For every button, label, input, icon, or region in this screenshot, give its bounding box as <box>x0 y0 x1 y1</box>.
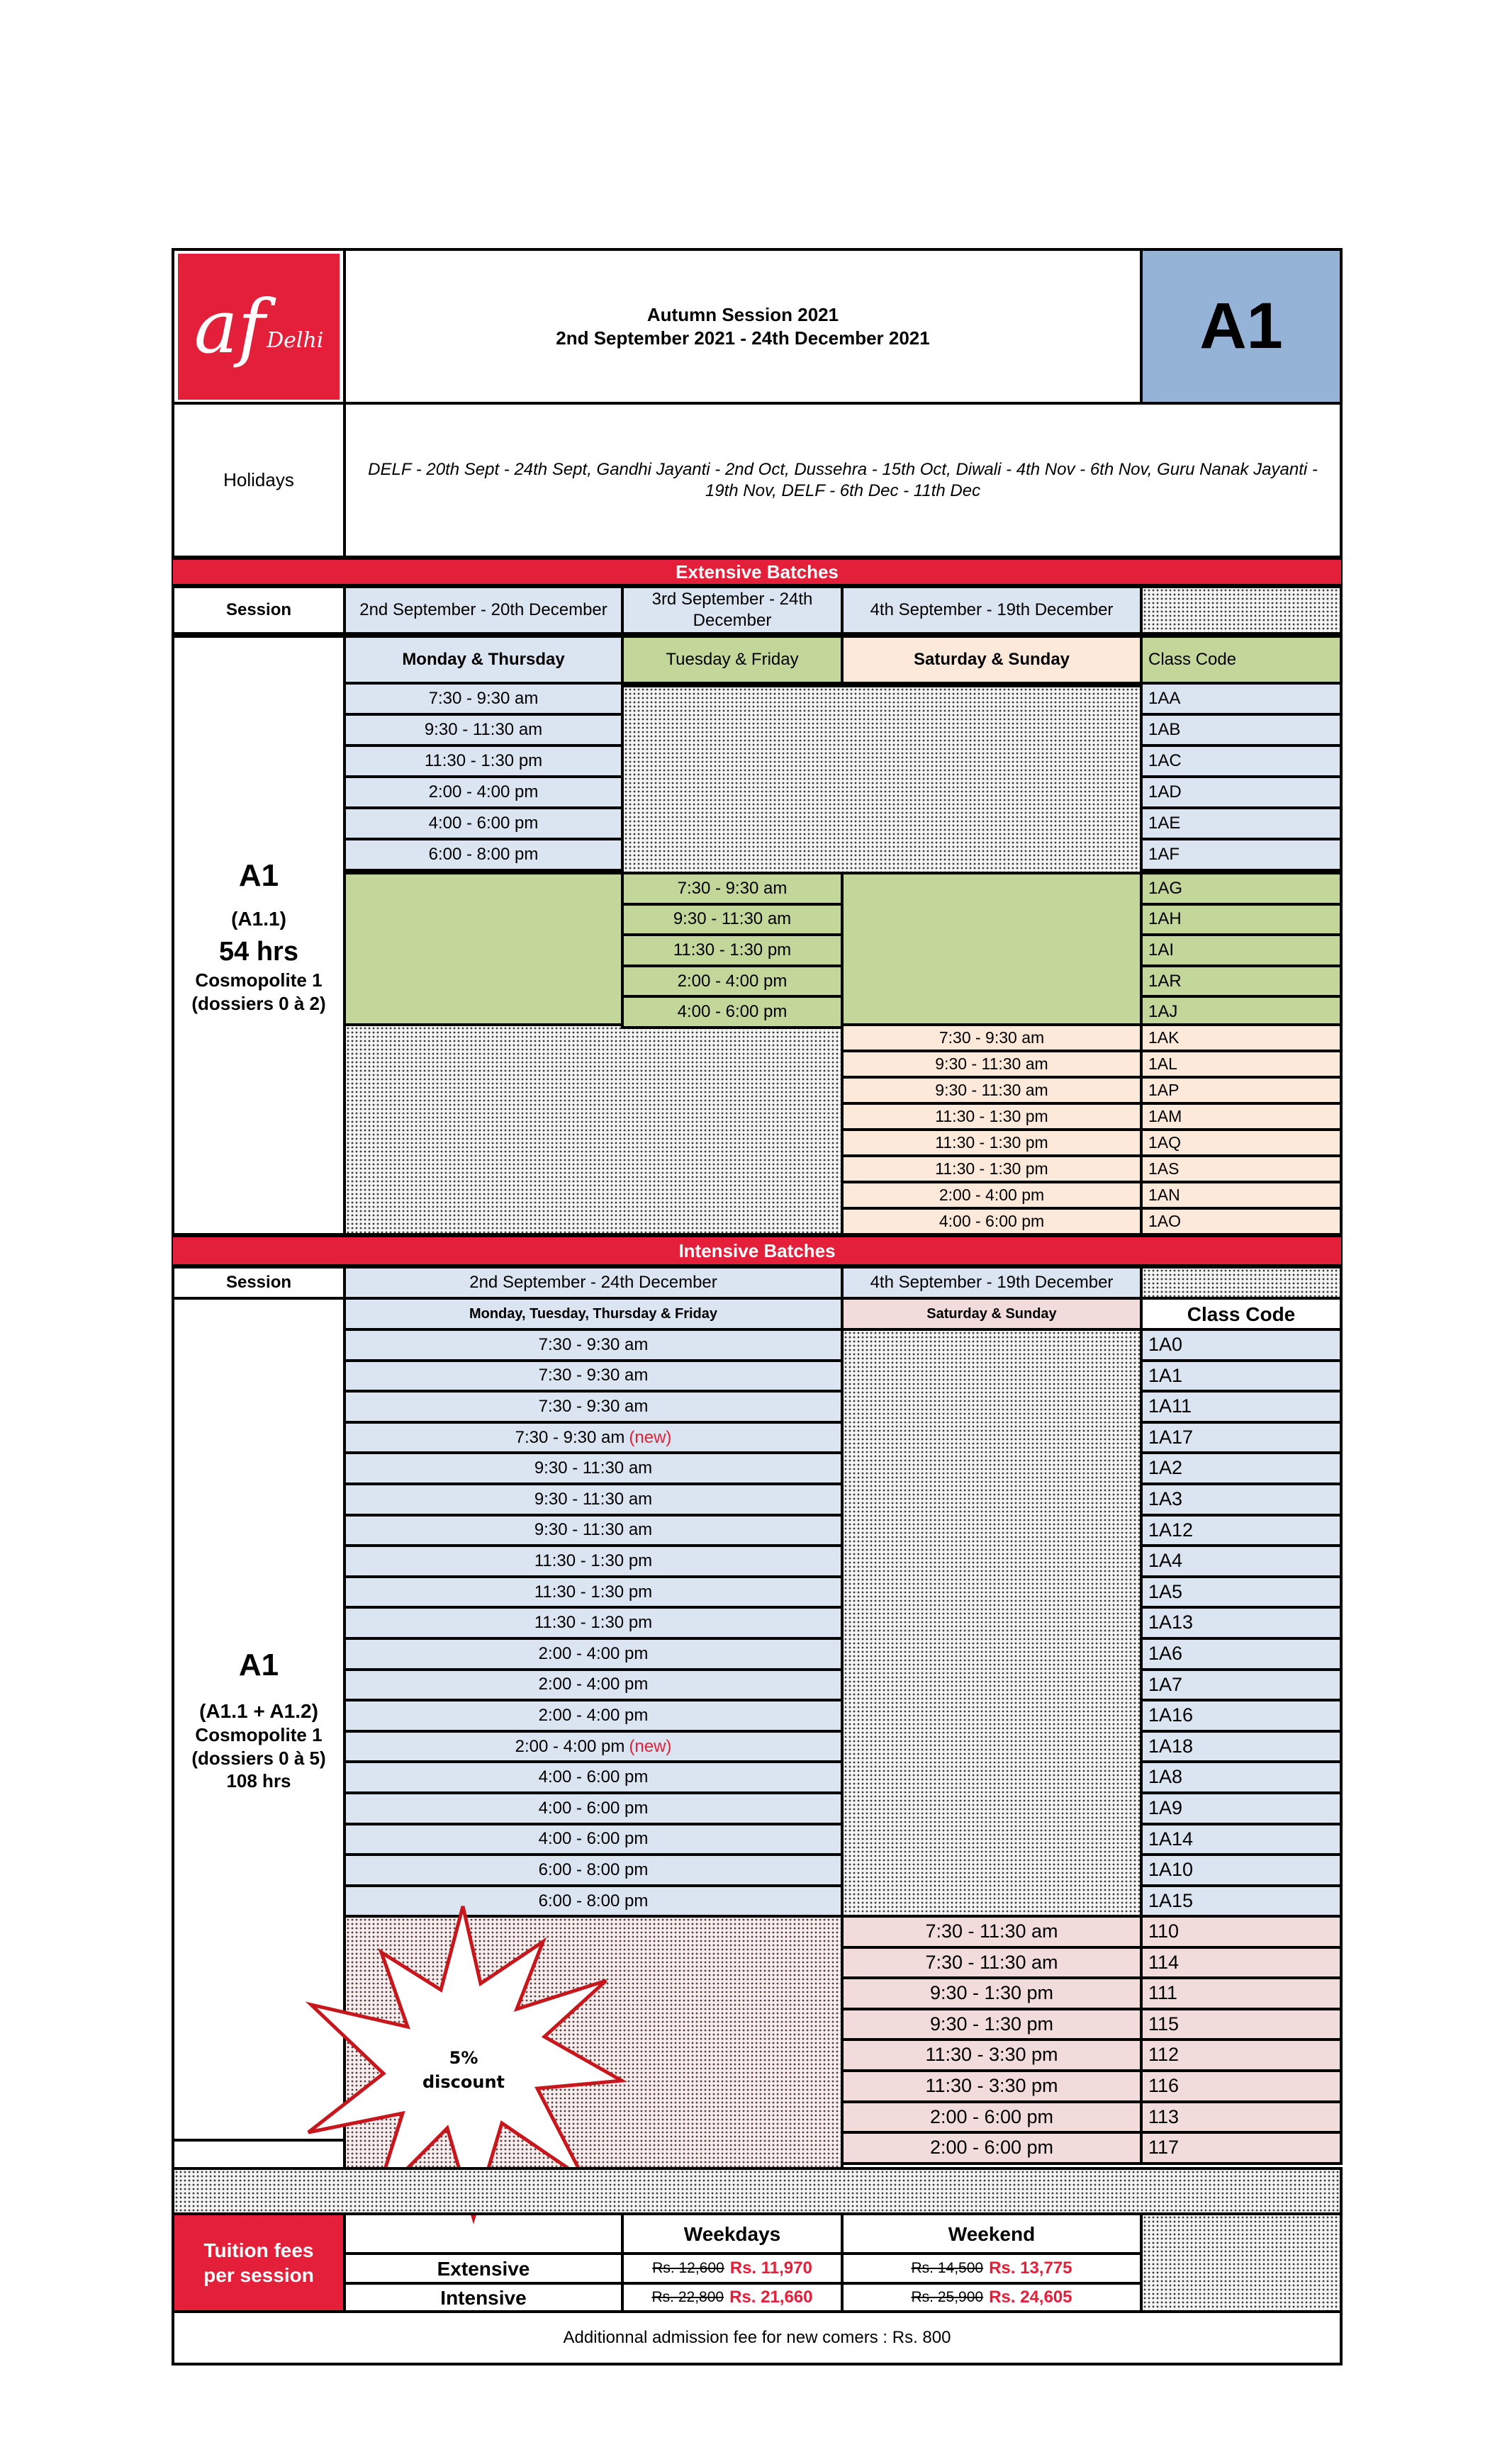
ext-sublevel: (A1.1) <box>231 907 286 930</box>
int-hours: 108 hrs <box>226 1770 291 1792</box>
session-header <box>343 248 1143 405</box>
int-weekday-time-text: 2:00 - 4:00 pm <box>538 1643 649 1663</box>
ext-session-1: 2nd September - 20th December <box>343 585 624 635</box>
ext-mon-thu-code: 1AF <box>1140 838 1343 872</box>
ext-sat-sun-code: 1AQ <box>1140 1128 1343 1157</box>
fees-intensive-weekend <box>841 2282 1143 2313</box>
ext-mon-thu-time: 4:00 - 6:00 pm <box>343 806 624 840</box>
int-weekday-time-text: 11:30 - 1:30 pm <box>534 1551 653 1570</box>
fees-weekend-header: Weekend <box>841 2212 1143 2255</box>
int-weekday-code: 1A12 <box>1140 1514 1343 1548</box>
fee-old: Rs. 25,900 <box>911 2288 984 2305</box>
int-weekday-code: 1A15 <box>1140 1884 1343 1918</box>
ext-sat-sun-time: 2:00 - 4:00 pm <box>841 1181 1143 1210</box>
ext-tue-fri-time: 9:30 - 11:30 am <box>621 903 844 937</box>
ext-dossiers: (dossiers 0 à 2) <box>191 992 326 1014</box>
ext-class-code-header: Class Code <box>1140 635 1343 685</box>
int-session-1: 2nd September - 24th December <box>343 1266 844 1300</box>
ext-sat-sun-time: 4:00 - 6:00 pm <box>841 1207 1143 1236</box>
ext-days-mon-thu: Monday & Thursday <box>343 635 624 685</box>
int-weekday-time <box>343 1699 844 1733</box>
holidays-text: DELF - 20th Sept - 24th Sept, Gandhi Jayanti - 2nd Oct, Dussehra - 15th Oct, Diwali - 4th Nov - 6th Nov, Guru Nanak Jayanti - 19th Nov, DELF - 6th Dec - 11th Dec <box>343 402 1343 558</box>
fees-label <box>172 2212 346 2313</box>
holidays-label: Holidays <box>172 402 346 558</box>
ext-tue-fri-code: 1AH <box>1140 903 1343 937</box>
fees-separator <box>172 2167 1343 2215</box>
int-sublevel: (A1.1 + A1.2) <box>199 1700 318 1723</box>
int-weekday-code: 1A11 <box>1140 1390 1343 1424</box>
int-book: Cosmopolite 1 <box>195 1724 323 1746</box>
ext-sat-sun-time: 11:30 - 1:30 pm <box>841 1102 1143 1131</box>
ext-mon-thu-time: 9:30 - 11:30 am <box>343 713 624 747</box>
fees-extensive-weekend <box>841 2252 1143 2285</box>
int-weekday-time <box>343 1421 844 1455</box>
int-weekday-time <box>343 1668 844 1702</box>
int-weekend-code: 111 <box>1140 1976 1343 2010</box>
int-weekday-time-text: 11:30 - 1:30 pm <box>534 1582 653 1602</box>
int-days-weekend: Saturday & Sunday <box>841 1297 1143 1331</box>
ext-book: Cosmopolite 1 <box>195 969 323 991</box>
int-weekday-time-text: 2:00 - 4:00 pm <box>538 1705 649 1725</box>
ext-sat-sun-code: 1AO <box>1140 1207 1343 1236</box>
int-weekday-time <box>343 1606 844 1640</box>
int-weekday-time-text: 9:30 - 11:30 am <box>534 1489 653 1509</box>
int-weekday-time-text: 7:30 - 9:30 am <box>538 1366 649 1385</box>
int-session-label: Session <box>172 1266 346 1300</box>
ext-sat-sun-time: 9:30 - 11:30 am <box>841 1076 1143 1105</box>
int-weekday-time-text: 2:00 - 4:00 pm <box>538 1675 649 1694</box>
ext-tue-fri-time: 4:00 - 6:00 pm <box>621 995 844 1029</box>
int-weekend-code: 112 <box>1140 2038 1343 2072</box>
int-weekday-time-text: 9:30 - 11:30 am <box>534 1520 653 1540</box>
fees-row-intensive-name: Intensive <box>343 2282 624 2313</box>
ext-level-cell <box>172 635 346 1236</box>
int-weekend-code: 114 <box>1140 1946 1343 1980</box>
ext-sat-sun-time: 11:30 - 1:30 pm <box>841 1128 1143 1157</box>
int-weekday-time-text: 9:30 - 11:30 am <box>534 1458 653 1478</box>
fee-old: Rs. 12,600 <box>652 2259 724 2276</box>
int-dossiers: (dossiers 0 à 5) <box>191 1747 326 1769</box>
int-weekday-time-text: 4:00 - 6:00 pm <box>538 1767 649 1787</box>
int-weekend-time: 9:30 - 1:30 pm <box>841 2008 1143 2042</box>
int-weekday-code: 1A2 <box>1140 1451 1343 1485</box>
new-tag: (new) <box>629 1427 672 1447</box>
fees-weekdays-header: Weekdays <box>621 2212 844 2255</box>
ext-sat-sun-code: 1AM <box>1140 1102 1343 1131</box>
int-weekend-code: 117 <box>1140 2131 1343 2165</box>
int-weekday-time-text: 6:00 - 8:00 pm <box>538 1891 649 1911</box>
ext-level: A1 <box>238 857 279 893</box>
ext-mon-thu-code: 1AD <box>1140 775 1343 809</box>
ext-hours: 54 hrs <box>219 936 298 967</box>
int-class-code-header: Class Code <box>1140 1297 1343 1331</box>
new-tag: (new) <box>629 1736 672 1756</box>
ext-tue-fri-time: 7:30 - 9:30 am <box>621 872 844 906</box>
ext-mon-thu-code: 1AA <box>1140 682 1343 716</box>
ext-sat-sun-code: 1AP <box>1140 1076 1343 1105</box>
int-weekend-time: 9:30 - 1:30 pm <box>841 1976 1143 2010</box>
int-weekday-code: 1A1 <box>1140 1359 1343 1393</box>
int-weekday-time <box>343 1483 844 1517</box>
int-days-weekday: Monday, Tuesday, Thursday & Friday <box>343 1297 844 1331</box>
int-weekday-code: 1A4 <box>1140 1544 1343 1578</box>
int-weekend-time: 2:00 - 6:00 pm <box>841 2100 1143 2134</box>
int-weekday-code: 1A13 <box>1140 1606 1343 1640</box>
ext-sat-sun-time: 7:30 - 9:30 am <box>841 1023 1143 1052</box>
ext-mon-thu-code: 1AB <box>1140 713 1343 747</box>
int-weekend-time: 11:30 - 3:30 pm <box>841 2038 1143 2072</box>
int-weekday-time-text: 11:30 - 1:30 pm <box>534 1613 653 1633</box>
ext-session-blank <box>1140 585 1343 635</box>
extensive-title: Extensive Batches <box>172 558 1343 585</box>
fees-label-line1: Tuition fees <box>203 2239 314 2261</box>
af-logo <box>178 254 340 400</box>
ext-days-tue-fri: Tuesday & Friday <box>621 635 844 685</box>
int-weekday-time-text: 7:30 - 9:30 am <box>515 1427 625 1447</box>
ext-tue-fri-code: 1AI <box>1140 933 1343 967</box>
ext-mon-thu-time: 6:00 - 8:00 pm <box>343 838 624 872</box>
int-weekday-time <box>343 1853 844 1887</box>
int-weekday-code: 1A18 <box>1140 1730 1343 1764</box>
ext-green-blank-left <box>343 872 624 1026</box>
int-shaded-weekend <box>841 1328 1143 1918</box>
fees-intensive-weekdays <box>621 2282 844 2313</box>
int-weekday-time-text: 4:00 - 6:00 pm <box>538 1798 649 1818</box>
int-weekday-code: 1A5 <box>1140 1575 1343 1609</box>
ext-mon-thu-code: 1AC <box>1140 744 1343 778</box>
int-weekday-code: 1A10 <box>1140 1853 1343 1887</box>
logo-box <box>172 248 346 405</box>
int-level: A1 <box>238 1648 279 1683</box>
int-weekend-time: 11:30 - 3:30 pm <box>841 2069 1143 2103</box>
int-weekday-time-text: 6:00 - 8:00 pm <box>538 1860 649 1879</box>
ext-sat-sun-code: 1AK <box>1140 1023 1343 1052</box>
int-weekend-time: 7:30 - 11:30 am <box>841 1946 1143 1980</box>
int-weekday-time <box>343 1730 844 1764</box>
fees-extensive-weekdays <box>621 2252 844 2285</box>
int-weekday-code: 1A9 <box>1140 1791 1343 1826</box>
int-weekday-time <box>343 1451 844 1485</box>
discount-line2: discount <box>422 2072 505 2092</box>
ext-sat-sun-code: 1AL <box>1140 1050 1343 1079</box>
level-badge: A1 <box>1140 248 1343 405</box>
int-weekday-time <box>343 1359 844 1393</box>
int-weekday-time <box>343 1791 844 1826</box>
ext-session-3: 4th September - 19th December <box>841 585 1143 635</box>
ext-mon-thu-time: 7:30 - 9:30 am <box>343 682 624 716</box>
int-weekday-time <box>343 1390 844 1424</box>
ext-sat-sun-code: 1AS <box>1140 1154 1343 1183</box>
int-weekday-code: 1A14 <box>1140 1823 1343 1857</box>
admission-note: Additionnal admission fee for new comers : Rs. 800 <box>172 2310 1343 2365</box>
int-weekday-time <box>343 1760 844 1794</box>
int-weekend-code: 110 <box>1140 1915 1343 1949</box>
ext-shaded-weekday <box>343 1023 844 1236</box>
int-weekday-time <box>343 1823 844 1857</box>
int-weekend-time: 7:30 - 11:30 am <box>841 1915 1143 1949</box>
fee-new: Rs. 24,605 <box>989 2288 1072 2307</box>
ext-tue-fri-code: 1AJ <box>1140 995 1343 1029</box>
fee-old: Rs. 22,800 <box>651 2288 724 2305</box>
int-weekday-time-text: 7:30 - 9:30 am <box>538 1334 649 1354</box>
ext-sat-sun-time: 11:30 - 1:30 pm <box>841 1154 1143 1183</box>
int-weekday-code: 1A6 <box>1140 1637 1343 1671</box>
int-weekday-code: 1A0 <box>1140 1328 1343 1362</box>
session-title: Autumn Session 2021 <box>646 304 839 325</box>
int-weekday-time <box>343 1328 844 1362</box>
ext-sat-sun-time: 9:30 - 11:30 am <box>841 1050 1143 1079</box>
ext-days-sat-sun: Saturday & Sunday <box>841 635 1143 685</box>
int-weekday-code: 1A3 <box>1140 1483 1343 1517</box>
discount-line1: 5% <box>449 2048 478 2068</box>
logo-city: Delhi <box>267 327 324 353</box>
int-weekday-code: 1A8 <box>1140 1760 1343 1794</box>
int-weekend-time: 2:00 - 6:00 pm <box>841 2131 1143 2165</box>
ext-mon-thu-time: 11:30 - 1:30 pm <box>343 744 624 778</box>
ext-session-label: Session <box>172 585 346 635</box>
logo-letters: af <box>194 283 266 370</box>
fee-new: Rs. 21,660 <box>729 2288 813 2307</box>
fees-row-extensive-name: Extensive <box>343 2252 624 2285</box>
fee-old: Rs. 14,500 <box>911 2259 984 2276</box>
ext-sat-sun-code: 1AN <box>1140 1181 1343 1210</box>
ext-shaded-tue-sat <box>621 685 1143 874</box>
int-weekday-time-text: 7:30 - 9:30 am <box>538 1396 649 1416</box>
int-weekday-time <box>343 1514 844 1548</box>
int-weekend-code: 116 <box>1140 2069 1343 2103</box>
fee-new: Rs. 11,970 <box>729 2258 812 2278</box>
ext-tue-fri-time: 2:00 - 4:00 pm <box>621 964 844 998</box>
ext-mon-thu-code: 1AE <box>1140 806 1343 840</box>
int-weekend-code: 115 <box>1140 2008 1343 2042</box>
int-weekend-code: 113 <box>1140 2100 1343 2134</box>
int-weekday-time-text: 2:00 - 4:00 pm <box>515 1736 625 1756</box>
int-weekday-code: 1A7 <box>1140 1668 1343 1702</box>
ext-tue-fri-time: 11:30 - 1:30 pm <box>621 933 844 967</box>
session-dates: 2nd September 2021 - 24th December 2021 <box>556 327 930 349</box>
int-weekday-time <box>343 1637 844 1671</box>
fees-label-line2: per session <box>203 2264 314 2286</box>
intensive-title: Intensive Batches <box>172 1236 1343 1266</box>
int-weekday-time-text: 4:00 - 6:00 pm <box>538 1829 649 1849</box>
ext-green-blank-right <box>841 872 1143 1026</box>
ext-tue-fri-code: 1AG <box>1140 872 1343 906</box>
int-session-blank <box>1140 1266 1343 1300</box>
int-session-2: 4th September - 19th December <box>841 1266 1143 1300</box>
int-weekday-time <box>343 1544 844 1578</box>
fees-corner-blank <box>343 2212 624 2255</box>
int-weekday-code: 1A17 <box>1140 1421 1343 1455</box>
fee-new: Rs. 13,775 <box>989 2258 1072 2278</box>
fees-blank-right <box>1140 2212 1343 2313</box>
ext-tue-fri-code: 1AR <box>1140 964 1343 998</box>
ext-session-2: 3rd September - 24th December <box>621 585 844 635</box>
ext-mon-thu-time: 2:00 - 4:00 pm <box>343 775 624 809</box>
int-weekday-time <box>343 1575 844 1609</box>
int-weekday-code: 1A16 <box>1140 1699 1343 1733</box>
